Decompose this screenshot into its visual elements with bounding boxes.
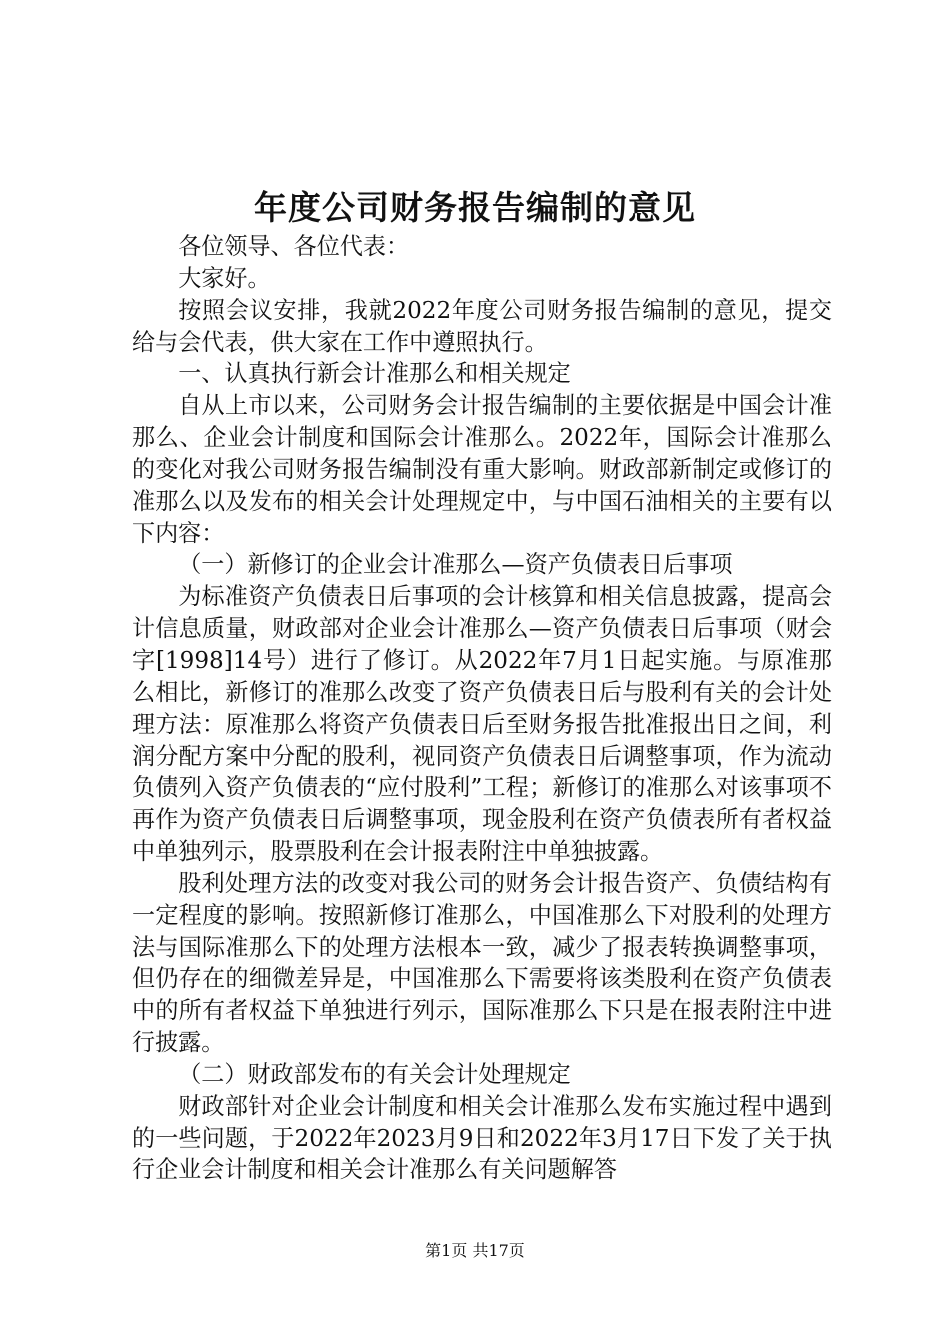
body-paragraph: 为标准资产负债表日后事项的会计核算和相关信息披露，提高会计信息质量，财政部对企业会计准那么—资产负债表日后事项（财会字[1998]14号）进行了修订。从2022年7月1日起实施。与原准那么相比，新修订的准那么改变了资产负债表日后与股利有关的会计处理方法：原准那么将资产负债表日后至财务报告批准报出日之间，利润分配方案中分配的股利，视同资产负债表日后调整事项，作为流动负债列入资产负债表的“应付股利”工程；新修订的准那么对该事项不再作为资产负债表日后调整事项，现金股利在资产负债表所有者权益中单独列示，股票股利在会计报表附注中单独披露。 [132,584,832,866]
subsection-heading-1: （一）新修订的企业会计准那么—资产负债表日后事项 [178,552,733,579]
body-paragraph: 财政部针对企业会计制度和相关会计准那么发布实施过程中遇到的一些问题，于2022年2023月9日和2022年3月17日下发了关于执行企业会计制度和相关会计准那么有关问题解答 [132,1093,832,1184]
section-heading-1: 一、认真执行新会计准那么和相关规定 [178,361,571,388]
body-paragraph: 股利处理方法的改变对我公司的财务会计报告资产、负债结构有一定程度的影响。按照新修订准那么，中国准那么下对股利的处理方法与国际准那么下的处理方法根本一致，减少了报表转换调整事项，但仍存在的细微差异是，中国准那么下需要将该类股利在资产负债表中的所有者权益下单独进行列示，国际准那么下只是在报表附注中进行披露。 [132,870,832,1057]
subsection-heading-2: （二）财政部发布的有关会计处理规定 [178,1061,571,1088]
document-body [132,232,832,1187]
body-paragraph: 自从上市以来，公司财务会计报告编制的主要依据是中国会计准那么、企业会计制度和国际会计准那么。2022年，国际会计准那么的变化对我公司财务报告编制没有重大影响。财政部新制定或修订的准那么以及发布的相关会计处理规定中，与中国石油相关的主要有以下内容： [132,393,832,547]
document-title: 年度公司财务报告编制的意见 [254,188,696,227]
page-footer: 第1页 共17页 [425,1241,525,1260]
intro-paragraph: 按照会议安排，我就2022年度公司财务报告编制的意见，提交给与会代表，供大家在工作中遵照执行。 [132,297,832,356]
salutation: 各位领导、各位代表： [178,234,410,260]
greeting: 大家好。 [178,265,271,292]
